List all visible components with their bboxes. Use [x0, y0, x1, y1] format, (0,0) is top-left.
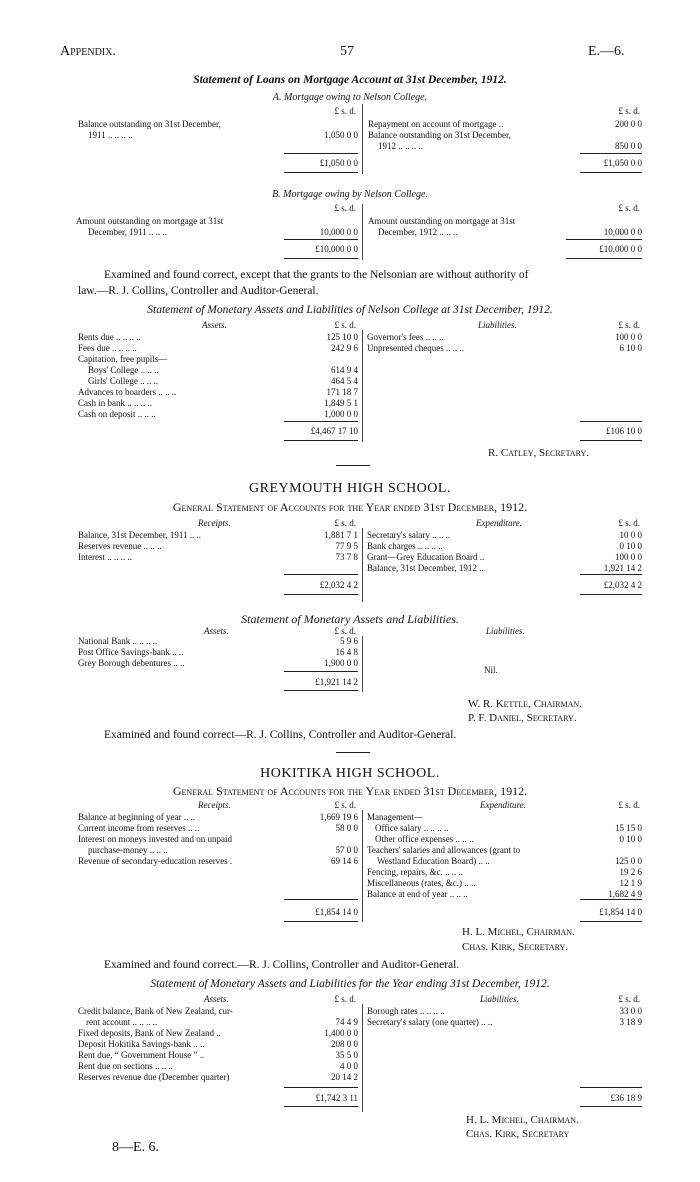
lsd-header-a-right: £ s. d.: [618, 106, 640, 116]
sum-rule: [580, 574, 642, 575]
row-label: Secretary's salary (one quarter) .. ..: [367, 1017, 493, 1027]
greymouth-signature-chairman: W. R. Kettle, Chairman.: [468, 698, 582, 710]
lsd-header: £ s. d.: [618, 518, 640, 528]
row-amount: 0 10 0: [619, 541, 642, 551]
row-label: Fixed deposits, Bank of New Zealand ..: [78, 1028, 221, 1038]
hokitika-signature-secretary-2: Chas. Kirk, Secretary: [466, 1128, 570, 1140]
text-line: Balance outstanding on 31st December,: [368, 130, 511, 140]
total-rule: [284, 258, 358, 259]
column-heading: Liabilities.: [478, 320, 517, 330]
row-label: rent account .. .. .. ..: [86, 1017, 158, 1027]
amount: 1,050 0 0: [324, 130, 358, 140]
column-heading: Assets.: [204, 994, 229, 1004]
total: £2,032 4 2: [319, 580, 358, 590]
row-label: Revenue of secondary-education reserves .: [78, 856, 233, 866]
row-amount: 1,921 14 2: [603, 563, 642, 573]
amount: 200 0 0: [615, 119, 642, 129]
hokitika-title: HOKITIKA HIGH SCHOOL.: [260, 766, 440, 781]
row-amount: 15 15 0: [615, 823, 642, 833]
text-line: Amount outstanding on mortgage at 31st: [76, 216, 224, 226]
greymouth-nil: Nil.: [484, 665, 498, 675]
lsd-header-b-left: £ s. d.: [334, 203, 356, 213]
column-heading: Liabilities.: [480, 994, 519, 1004]
row-label: Post Office Savings-bank .. ..: [78, 647, 184, 657]
total-rule: [284, 690, 358, 691]
row-label: Rent due, “ Government House ” ..: [78, 1050, 205, 1060]
hokitika-signature-secretary: Chas. Kirk, Secretary.: [462, 941, 569, 953]
column-heading: Receipts.: [198, 518, 231, 528]
row-label: Girls' College .. .. ..: [88, 376, 159, 386]
row-label: Reserves revenue .. .. ..: [78, 541, 162, 551]
sum-rule: [580, 899, 642, 900]
total: £10,000 0 0: [315, 244, 358, 254]
text-line: December, 1911 .. .. ..: [88, 227, 168, 237]
row-amount: 10 0 0: [619, 530, 642, 540]
row-amount: 208 0 0: [331, 1039, 358, 1049]
total: £2,032 4 2: [603, 580, 642, 590]
row-label: purchase-money .. .. ..: [88, 845, 168, 855]
row-label: Unpresented cheques .. .. ..: [367, 343, 464, 353]
total: £1,050 0 0: [319, 158, 358, 168]
row-label: Current income from reserves .. ..: [78, 823, 200, 833]
text-line: Balance outstanding on 31st December,: [78, 119, 221, 129]
nelson-assets-title: Statement of Monetary Assets and Liabilities of Nelson College at 31st December, 1912.: [147, 304, 553, 316]
row-label: Interest on moneys invested and on unpaid: [78, 834, 232, 844]
row-label: Advances to boarders .. .. ..: [78, 387, 177, 397]
lsd-header: £ s. d.: [618, 800, 640, 810]
column-divider: [362, 810, 363, 922]
column-heading: Assets.: [202, 320, 227, 330]
total-rule: [284, 1106, 358, 1107]
section-divider: [336, 465, 370, 466]
row-label: Balance at beginning of year .. ..: [78, 812, 195, 822]
column-divider: [362, 636, 363, 692]
row-label: Grey Borough debentures .. ..: [78, 658, 185, 668]
lsd-header: £ s. d.: [334, 320, 356, 330]
row-amount: 1,900 0 0: [324, 658, 358, 668]
row-label: Governor's fees .. .. ..: [367, 332, 444, 342]
sum-rule: [284, 671, 358, 672]
row-label: Borough rates .. .. .. ..: [367, 1006, 445, 1016]
row-label: Rent due on sections .. .. ..: [78, 1061, 173, 1071]
sum-rule: [580, 421, 642, 422]
row-label: Rents due .. .. .. ..: [78, 332, 141, 342]
lsd-header-a-left: £ s. d.: [334, 106, 356, 116]
greymouth-general-title: General Statement of Accounts for the Year ended 31st December, 1912.: [172, 500, 528, 514]
amount: 850 0 0: [615, 141, 642, 151]
row-amount: 0 10 0: [619, 834, 642, 844]
row-label: Miscellaneous (rates, &c.) .. ..: [367, 878, 476, 888]
column-divider: [362, 528, 363, 602]
row-amount: 20 14 2: [331, 1072, 358, 1082]
total: £36 18 9: [610, 1093, 642, 1103]
sum-rule: [284, 1087, 358, 1088]
total: £4,467 17 10: [310, 426, 358, 436]
sum-rule: [284, 153, 358, 154]
lsd-header: £ s. d.: [618, 320, 640, 330]
loans-examined-line2: law.—R. J. Collins, Controller and Auditor-General.: [78, 285, 319, 297]
row-label: Balance, 31st December, 1911 .. ..: [78, 530, 202, 540]
row-amount: 58 0 0: [335, 823, 358, 833]
row-label: National Bank .. .. .. ..: [78, 636, 158, 646]
row-amount: 100 0 0: [615, 332, 642, 342]
row-label: Balance at end of year .. .. ..: [367, 889, 468, 899]
section-code: E.—6.: [588, 44, 625, 59]
hokitika-monetary-title: Statement of Monetary Assets and Liabilities for the Year ending 31st December, 1912.: [150, 978, 550, 990]
row-label: Cash on deposit .. .. ..: [78, 409, 156, 419]
column-heading: Expenditure.: [480, 800, 526, 810]
total-rule: [284, 440, 358, 441]
greymouth-examined: Examined and found correct—R. J. Collins, Controller and Auditor-General.: [104, 729, 457, 741]
footer-code: 8—E. 6.: [112, 1140, 160, 1155]
amount: 10,000 0 0: [319, 227, 358, 237]
row-label: Credit balance, Bank of New Zealand, cur-: [78, 1006, 233, 1016]
row-amount: 1,849 5 1: [324, 398, 358, 408]
text-line: 1911 .. .. .. ..: [88, 130, 133, 140]
sum-rule: [284, 421, 358, 422]
total-rule: [580, 440, 642, 441]
text-line: 1912 .. .. .. ..: [378, 141, 423, 151]
total: £1,742 3 11: [315, 1093, 358, 1103]
row-amount: 242 9 6: [331, 343, 358, 353]
row-amount: 1,669 19 6: [319, 812, 358, 822]
column-divider: [362, 1004, 363, 1112]
appendix-label: Appendix.: [60, 44, 116, 59]
total-rule: [284, 172, 358, 173]
sum-rule: [284, 239, 358, 240]
hokitika-signature-chairman-2: H. L. Michel, Chairman.: [466, 1114, 579, 1126]
section-divider: [336, 752, 370, 753]
row-amount: 69 14 6: [331, 856, 358, 866]
row-label: Reserves revenue due (December quarter): [78, 1072, 230, 1082]
lsd-header: £ s. d.: [334, 994, 356, 1004]
total-rule: [580, 172, 642, 173]
row-label: Fees due .. .. .. ..: [78, 343, 137, 353]
loans-part-b: B. Mortgage owing by Nelson College.: [272, 189, 428, 200]
row-amount: 35 5 0: [335, 1050, 358, 1060]
row-amount: 3 18 9: [619, 1017, 642, 1027]
lsd-header: £ s. d.: [618, 994, 640, 1004]
page-number: 57: [340, 44, 354, 59]
row-amount: 100 0 0: [615, 552, 642, 562]
row-label: Grant—Grey Education Board ..: [367, 552, 485, 562]
row-label: Management—: [367, 812, 423, 822]
greymouth-monetary-title: Statement of Monetary Assets and Liabilities.: [241, 612, 459, 626]
total: £1,854 14 0: [315, 907, 358, 917]
row-label: Balance, 31st December, 1912 ..: [367, 563, 484, 573]
row-label: Capitation, free pupils—: [78, 354, 168, 364]
total-rule: [580, 1106, 642, 1107]
row-amount: 125 10 0: [326, 332, 358, 342]
row-label: Cash in bank .. .. .. ..: [78, 398, 152, 408]
row-amount: 5 9 6: [340, 636, 358, 646]
row-amount: 12 1 9: [619, 878, 642, 888]
row-amount: 6 10 0: [619, 343, 642, 353]
hokitika-general-title: General Statement of Accounts for the Year ended 31st December, 1912.: [172, 784, 528, 798]
total: £1,921 14 2: [315, 677, 358, 687]
row-amount: 4 0 0: [340, 1061, 358, 1071]
row-amount: 1,400 0 0: [324, 1028, 358, 1038]
text-line: December, 1912 .. .. ..: [378, 227, 458, 237]
greymouth-title: GREYMOUTH HIGH SCHOOL.: [249, 481, 451, 496]
sum-rule: [566, 239, 642, 240]
row-amount: 125 0 0: [615, 856, 642, 866]
total-rule: [566, 258, 642, 259]
row-amount: 1,881 7 1: [324, 530, 358, 540]
row-amount: 464 5 4: [331, 376, 358, 386]
row-label: Westland Education Board) .. ..: [377, 856, 490, 866]
row-amount: 171 18 7: [326, 387, 358, 397]
column-divider: [362, 330, 363, 442]
hokitika-signature-chairman: H. L. Michel, Chairman.: [462, 926, 575, 938]
lsd-header: £ s. d.: [334, 518, 356, 528]
lsd-header: £ s. d.: [334, 626, 356, 636]
sum-rule: [580, 1087, 642, 1088]
row-amount: 57 0 0: [335, 845, 358, 855]
column-heading: Receipts.: [198, 800, 231, 810]
loans-title: Statement of Loans on Mortgage Account at 31st December, 1912.: [193, 74, 507, 86]
row-label: Office salary .. .. .. ..: [375, 823, 449, 833]
row-amount: 16 4 8: [335, 647, 358, 657]
column-heading: Expenditure.: [476, 518, 522, 528]
row-label: Fencing, repairs, &c. .. .. ..: [367, 867, 463, 877]
total-rule: [284, 594, 358, 595]
row-amount: 614 9 4: [331, 365, 358, 375]
hokitika-examined: Examined and found correct.—R. J. Collins, Controller and Auditor-General.: [104, 959, 460, 971]
row-label: Secretary's salary .. .. ..: [367, 530, 451, 540]
loans-part-a: A. Mortgage owing to Nelson College.: [272, 92, 428, 103]
row-amount: 19 2 6: [619, 867, 642, 877]
row-label: Other office expenses .. .. ..: [375, 834, 474, 844]
row-amount: 1,000 0 0: [324, 409, 358, 419]
sum-rule: [284, 899, 358, 900]
loans-examined-line1: Examined and found correct, except that the grants to the Nelsonian are without authority of: [104, 269, 529, 281]
row-label: Bank charges .. .. .. ..: [367, 541, 443, 551]
row-amount: 33 0 0: [619, 1006, 642, 1016]
row-label: Deposit Hokitika Savings-bank .. ..: [78, 1039, 205, 1049]
text-line: Amount outstanding on mortgage at 31st: [368, 216, 516, 226]
row-amount: 73 7 8: [335, 552, 358, 562]
column-divider: [362, 104, 363, 174]
total-rule: [284, 921, 358, 922]
row-label: Boys' College .. .. ..: [88, 365, 159, 375]
row-label: Teachers' salaries and allowances (grant to: [367, 845, 521, 855]
column-heading: Assets.: [204, 626, 229, 636]
row-label: Interest .. .. .. ..: [78, 552, 132, 562]
lsd-header-b-right: £ s. d.: [618, 203, 640, 213]
total: £1,854 14 0: [599, 907, 642, 917]
total: £10,000 0 0: [599, 244, 642, 254]
amount: 10,000 0 0: [603, 227, 642, 237]
lsd-header: £ s. d.: [334, 800, 356, 810]
column-heading: Liabilities.: [486, 626, 525, 636]
row-amount: 74 4 9: [335, 1017, 358, 1027]
column-divider: [362, 204, 363, 260]
greymouth-signature-secretary: P. F. Daniel, Secretary.: [468, 712, 577, 724]
row-amount: 77 9 5: [335, 541, 358, 551]
text-line: Repayment on account of mortgage ..: [368, 119, 504, 129]
total-rule: [580, 921, 642, 922]
total: £106 10 0: [606, 426, 642, 436]
sum-rule: [580, 153, 642, 154]
nelson-signature: R. Catley, Secretary.: [488, 447, 590, 459]
sum-rule: [284, 574, 358, 575]
row-amount: 1,682 4 9: [608, 889, 642, 899]
total: £1,050 0 0: [603, 158, 642, 168]
total-rule: [580, 594, 642, 595]
